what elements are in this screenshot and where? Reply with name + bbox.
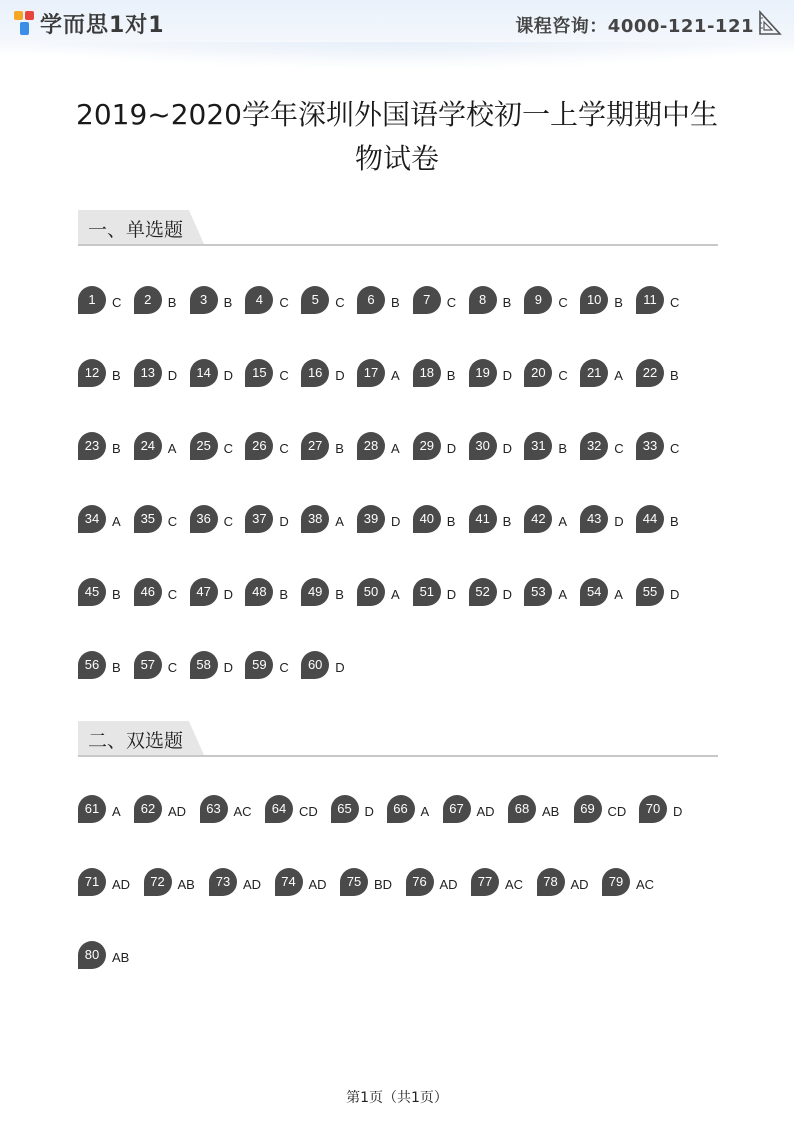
- question-number: 40: [419, 511, 435, 526]
- question-number-badge: [524, 432, 552, 460]
- question-number: 73: [215, 874, 231, 889]
- question-number: 20: [531, 365, 546, 380]
- question-number-badge: [301, 286, 329, 314]
- answer-letter: D: [391, 514, 401, 529]
- exam-title-line-1: 2019~2020学年深圳外国语学校初一上学期期中生: [76, 98, 718, 131]
- section-header-double-choice: [78, 721, 718, 757]
- question-number-badge: [413, 578, 441, 606]
- answer-letter: B: [279, 587, 289, 602]
- page-header: [0, 0, 794, 56]
- question-number: 60: [307, 657, 323, 672]
- question-number: 58: [196, 657, 211, 672]
- question-number-badge: [78, 286, 106, 314]
- answer-letter: B: [391, 295, 400, 310]
- question-number: 31: [531, 438, 546, 453]
- question-number-badge: [524, 286, 552, 314]
- question-number: 34: [84, 511, 100, 526]
- question-number: 63: [206, 801, 221, 816]
- question-number-badge: [200, 795, 228, 823]
- question-number: 16: [307, 365, 323, 380]
- question-number-badge: [469, 578, 497, 606]
- answer-letter: C: [279, 295, 289, 310]
- section-heading: 一、单选题: [88, 219, 184, 241]
- question-number-badge: [245, 651, 273, 679]
- question-number-badge: [134, 359, 162, 387]
- question-number: 23: [84, 438, 100, 453]
- question-number: 36: [196, 511, 211, 526]
- answer-letter: B: [335, 441, 344, 456]
- question-number-badge: [134, 795, 162, 823]
- question-number: 54: [586, 584, 602, 599]
- question-number-badge: [469, 432, 497, 460]
- question-number: 10: [586, 292, 602, 307]
- answer-letter: B: [112, 660, 121, 675]
- question-number-badge: [524, 578, 552, 606]
- question-number-badge: [190, 578, 218, 606]
- answer-letter: C: [279, 441, 289, 456]
- question-number-badge: [636, 505, 664, 533]
- question-number: 7: [423, 292, 431, 307]
- question-number: 13: [140, 365, 156, 380]
- question-number-badge: [78, 432, 106, 460]
- answer-letter: AC: [636, 877, 655, 892]
- question-number: 11: [643, 292, 657, 307]
- answer-letter: B: [614, 295, 623, 310]
- question-number-badge: [144, 868, 172, 896]
- answer-letter: C: [670, 295, 680, 310]
- question-number: 53: [531, 584, 546, 599]
- question-number: 67: [449, 801, 464, 816]
- answer-letter: A: [391, 441, 400, 456]
- answer-letter: C: [167, 514, 178, 529]
- answer-letter: D: [335, 368, 345, 383]
- answer-letter: AD: [476, 804, 495, 819]
- answer-letter: D: [335, 660, 345, 675]
- answer-letter: A: [614, 587, 623, 602]
- question-number: 29: [419, 438, 435, 453]
- answer-letter: D: [223, 660, 233, 675]
- question-number-badge: [209, 868, 237, 896]
- question-number: 17: [363, 365, 379, 380]
- question-number-badge: [245, 432, 273, 460]
- question-number-badge: [469, 286, 497, 314]
- question-number: 72: [150, 874, 165, 889]
- question-number-badge: [580, 286, 608, 314]
- question-number: 50: [363, 584, 379, 599]
- question-number: 41: [475, 511, 490, 526]
- question-number: 62: [140, 801, 156, 816]
- question-number-badge: [524, 359, 552, 387]
- question-number-badge: [537, 868, 565, 896]
- question-number: 30: [475, 438, 490, 453]
- answer-letter: C: [223, 441, 233, 456]
- question-number-badge: [301, 432, 329, 460]
- answer-letter: C: [558, 295, 568, 310]
- question-number: 38: [307, 511, 323, 526]
- question-number: 66: [393, 801, 408, 816]
- question-number-badge: [245, 286, 273, 314]
- question-number: 37: [252, 511, 267, 526]
- answer-letter: B: [670, 514, 679, 529]
- question-number-badge: [357, 286, 385, 314]
- answer-letter: C: [279, 368, 289, 383]
- answer-letter: CD: [299, 804, 318, 819]
- answer-letter: B: [167, 295, 177, 310]
- question-number-badge: [78, 941, 106, 969]
- question-number: 79: [608, 874, 624, 889]
- answer-letter: C: [335, 295, 345, 310]
- question-number: 69: [580, 801, 595, 816]
- answer-letter: AC: [505, 877, 524, 892]
- question-number-badge: [190, 505, 218, 533]
- question-number: 80: [84, 947, 100, 962]
- question-number-badge: [406, 868, 434, 896]
- question-number-badge: [245, 578, 273, 606]
- question-number-badge: [134, 432, 162, 460]
- answer-letter: A: [420, 804, 430, 819]
- answer-letter: A: [167, 441, 177, 456]
- answer-letter: A: [112, 514, 121, 529]
- question-number-badge: [580, 505, 608, 533]
- answer-letter: B: [446, 514, 456, 529]
- question-number-badge: [580, 359, 608, 387]
- answer-letter: A: [335, 514, 344, 529]
- question-number-badge: [245, 359, 273, 387]
- question-number-badge: [636, 359, 664, 387]
- question-number: 35: [140, 511, 156, 526]
- question-number: 1: [88, 292, 96, 307]
- question-number: 21: [586, 365, 602, 380]
- answer-letter: D: [502, 587, 512, 602]
- question-number-badge: [78, 651, 106, 679]
- answer-letter: D: [364, 804, 374, 819]
- answer-letter: B: [335, 587, 344, 602]
- question-number-badge: [469, 359, 497, 387]
- question-number: 14: [196, 365, 211, 380]
- question-number-badge: [413, 286, 441, 314]
- answer-letter: AD: [439, 877, 458, 892]
- question-number: 75: [346, 874, 362, 889]
- answer-letter: B: [502, 295, 512, 310]
- question-number: 39: [363, 511, 379, 526]
- question-number-badge: [508, 795, 536, 823]
- brand-logo-icon: [14, 9, 36, 37]
- answer-letter: B: [558, 441, 568, 456]
- question-number-badge: [357, 359, 385, 387]
- question-number-badge: [78, 505, 106, 533]
- question-number: 61: [84, 801, 100, 816]
- question-number: 49: [307, 584, 323, 599]
- question-number-badge: [301, 578, 329, 606]
- answer-letter: CD: [607, 804, 627, 819]
- question-number: 27: [307, 438, 323, 453]
- question-number: 3: [199, 292, 208, 307]
- answer-letter: A: [558, 514, 568, 529]
- answer-letter: B: [670, 368, 679, 383]
- answer-letter: C: [279, 660, 289, 675]
- answer-letter: A: [391, 587, 400, 602]
- question-number-badge: [78, 359, 106, 387]
- question-number: 52: [475, 584, 490, 599]
- question-number: 6: [367, 292, 375, 307]
- question-number: 55: [642, 584, 658, 599]
- question-number-badge: [340, 868, 368, 896]
- question-number: 4: [255, 292, 263, 307]
- answer-letter: D: [223, 368, 233, 383]
- question-number: 24: [140, 438, 156, 453]
- answer-letter: C: [558, 368, 568, 383]
- question-number: 18: [419, 365, 435, 380]
- section-divider: [78, 755, 718, 757]
- question-number-badge: [78, 795, 106, 823]
- question-number-badge: [331, 795, 359, 823]
- question-number-badge: [134, 286, 162, 314]
- question-number-badge: [301, 505, 329, 533]
- answer-letter: B: [112, 368, 121, 383]
- question-number: 47: [196, 584, 211, 599]
- answer-letter: C: [223, 514, 233, 529]
- section-divider: [78, 244, 718, 246]
- brand-logo: [14, 8, 165, 38]
- question-number-badge: [357, 578, 385, 606]
- question-number-badge: [265, 795, 293, 823]
- question-number-badge: [636, 432, 664, 460]
- answer-letter: D: [446, 587, 457, 602]
- answer-letter: C: [446, 295, 457, 310]
- question-number: 26: [252, 438, 267, 453]
- answer-letter: D: [446, 441, 457, 456]
- answer-letter: AB: [177, 877, 195, 892]
- question-number: 5: [311, 292, 319, 307]
- answer-letter: D: [670, 587, 680, 602]
- section-header-single-choice: [78, 210, 718, 246]
- question-number: 59: [252, 657, 267, 672]
- question-number: 71: [84, 874, 100, 889]
- answer-letter: D: [614, 514, 624, 529]
- section-heading: 二、双选题: [88, 730, 184, 752]
- question-number-badge: [134, 651, 162, 679]
- question-number-badge: [602, 868, 630, 896]
- answer-letter: D: [502, 441, 512, 456]
- question-number-badge: [190, 651, 218, 679]
- question-number: 22: [642, 365, 658, 380]
- question-number-badge: [78, 868, 106, 896]
- answer-letter: D: [502, 368, 512, 383]
- question-number-badge: [245, 505, 273, 533]
- question-number-badge: [190, 432, 218, 460]
- answer-letter: AB: [542, 804, 560, 819]
- question-number: 56: [84, 657, 100, 672]
- answer-letter: A: [558, 587, 568, 602]
- question-number-badge: [580, 578, 608, 606]
- answer-letter: AC: [233, 804, 252, 819]
- answer-letter: C: [167, 660, 178, 675]
- answer-letter: A: [391, 368, 400, 383]
- question-number: 68: [514, 801, 530, 816]
- question-number: 76: [412, 874, 427, 889]
- question-number: 44: [642, 511, 658, 526]
- question-number: 9: [534, 292, 542, 307]
- question-number-badge: [469, 505, 497, 533]
- answer-letter: BD: [374, 877, 393, 892]
- answer-letter: A: [112, 804, 121, 819]
- answer-letter: D: [223, 587, 233, 602]
- question-number-badge: [78, 578, 106, 606]
- question-number: 19: [475, 365, 490, 380]
- question-number: 65: [337, 801, 352, 816]
- answer-letter: C: [112, 295, 122, 310]
- question-number: 8: [478, 292, 487, 307]
- answer-letter: AD: [308, 877, 327, 892]
- question-number-badge: [190, 286, 218, 314]
- ruler-triangle-icon: [758, 10, 782, 36]
- course-hotline: 课程咨询：4000-121-121: [515, 16, 754, 37]
- answer-letter: AD: [168, 804, 187, 819]
- answer-letter: B: [223, 295, 233, 310]
- question-number-badge: [134, 578, 162, 606]
- question-number: 46: [140, 584, 156, 599]
- exam-title: [60, 93, 734, 181]
- question-number: 25: [196, 438, 211, 453]
- brand-name: 学而思1对1: [40, 12, 165, 38]
- answer-letter: C: [670, 441, 680, 456]
- question-number-badge: [413, 432, 441, 460]
- question-number: 32: [586, 438, 602, 453]
- question-number-badge: [639, 795, 667, 823]
- question-number-badge: [471, 868, 499, 896]
- answer-letter: AD: [570, 877, 589, 892]
- answer-letter: D: [673, 804, 683, 819]
- question-number-badge: [580, 432, 608, 460]
- question-number-badge: [524, 505, 552, 533]
- question-number: 51: [419, 584, 435, 599]
- question-number: 57: [140, 657, 156, 672]
- answer-letter: AD: [112, 877, 131, 892]
- question-number-badge: [190, 359, 218, 387]
- question-number: 33: [642, 438, 658, 453]
- question-number: 2: [144, 292, 152, 307]
- question-number: 74: [281, 874, 296, 889]
- question-number-badge: [275, 868, 303, 896]
- answer-letter: C: [614, 441, 624, 456]
- question-number-badge: [413, 505, 441, 533]
- question-number-badge: [387, 795, 415, 823]
- page-footer: 第1页（共1页）: [346, 1090, 448, 1106]
- question-number: 48: [252, 584, 267, 599]
- question-number-badge: [413, 359, 441, 387]
- answer-letter: B: [112, 441, 121, 456]
- answer-letter: A: [614, 368, 623, 383]
- question-number-badge: [357, 505, 385, 533]
- answer-letter: B: [446, 368, 456, 383]
- exam-title-line-2: 物试卷: [354, 142, 439, 175]
- question-number: 78: [543, 874, 558, 889]
- answer-letter: AB: [112, 950, 130, 965]
- answer-letter: B: [112, 587, 121, 602]
- answer-letter: D: [279, 514, 289, 529]
- question-number: 77: [477, 874, 493, 889]
- answer-letter: B: [502, 514, 512, 529]
- question-number-badge: [636, 578, 664, 606]
- question-number: 43: [586, 511, 602, 526]
- question-number: 12: [84, 365, 100, 380]
- question-number-badge: [301, 359, 329, 387]
- question-number: 28: [363, 438, 379, 453]
- question-number: 15: [252, 365, 267, 380]
- answer-letter: AD: [243, 877, 262, 892]
- question-number: 70: [645, 801, 661, 816]
- question-number: 42: [531, 511, 546, 526]
- question-number: 45: [84, 584, 100, 599]
- question-number-badge: [443, 795, 471, 823]
- question-number-badge: [636, 286, 664, 314]
- answer-letter: D: [167, 368, 178, 383]
- question-number-badge: [357, 432, 385, 460]
- question-number-badge: [574, 795, 602, 823]
- question-number-badge: [301, 651, 329, 679]
- question-number-badge: [134, 505, 162, 533]
- answer-letter: C: [167, 587, 178, 602]
- question-number: 64: [271, 801, 287, 816]
